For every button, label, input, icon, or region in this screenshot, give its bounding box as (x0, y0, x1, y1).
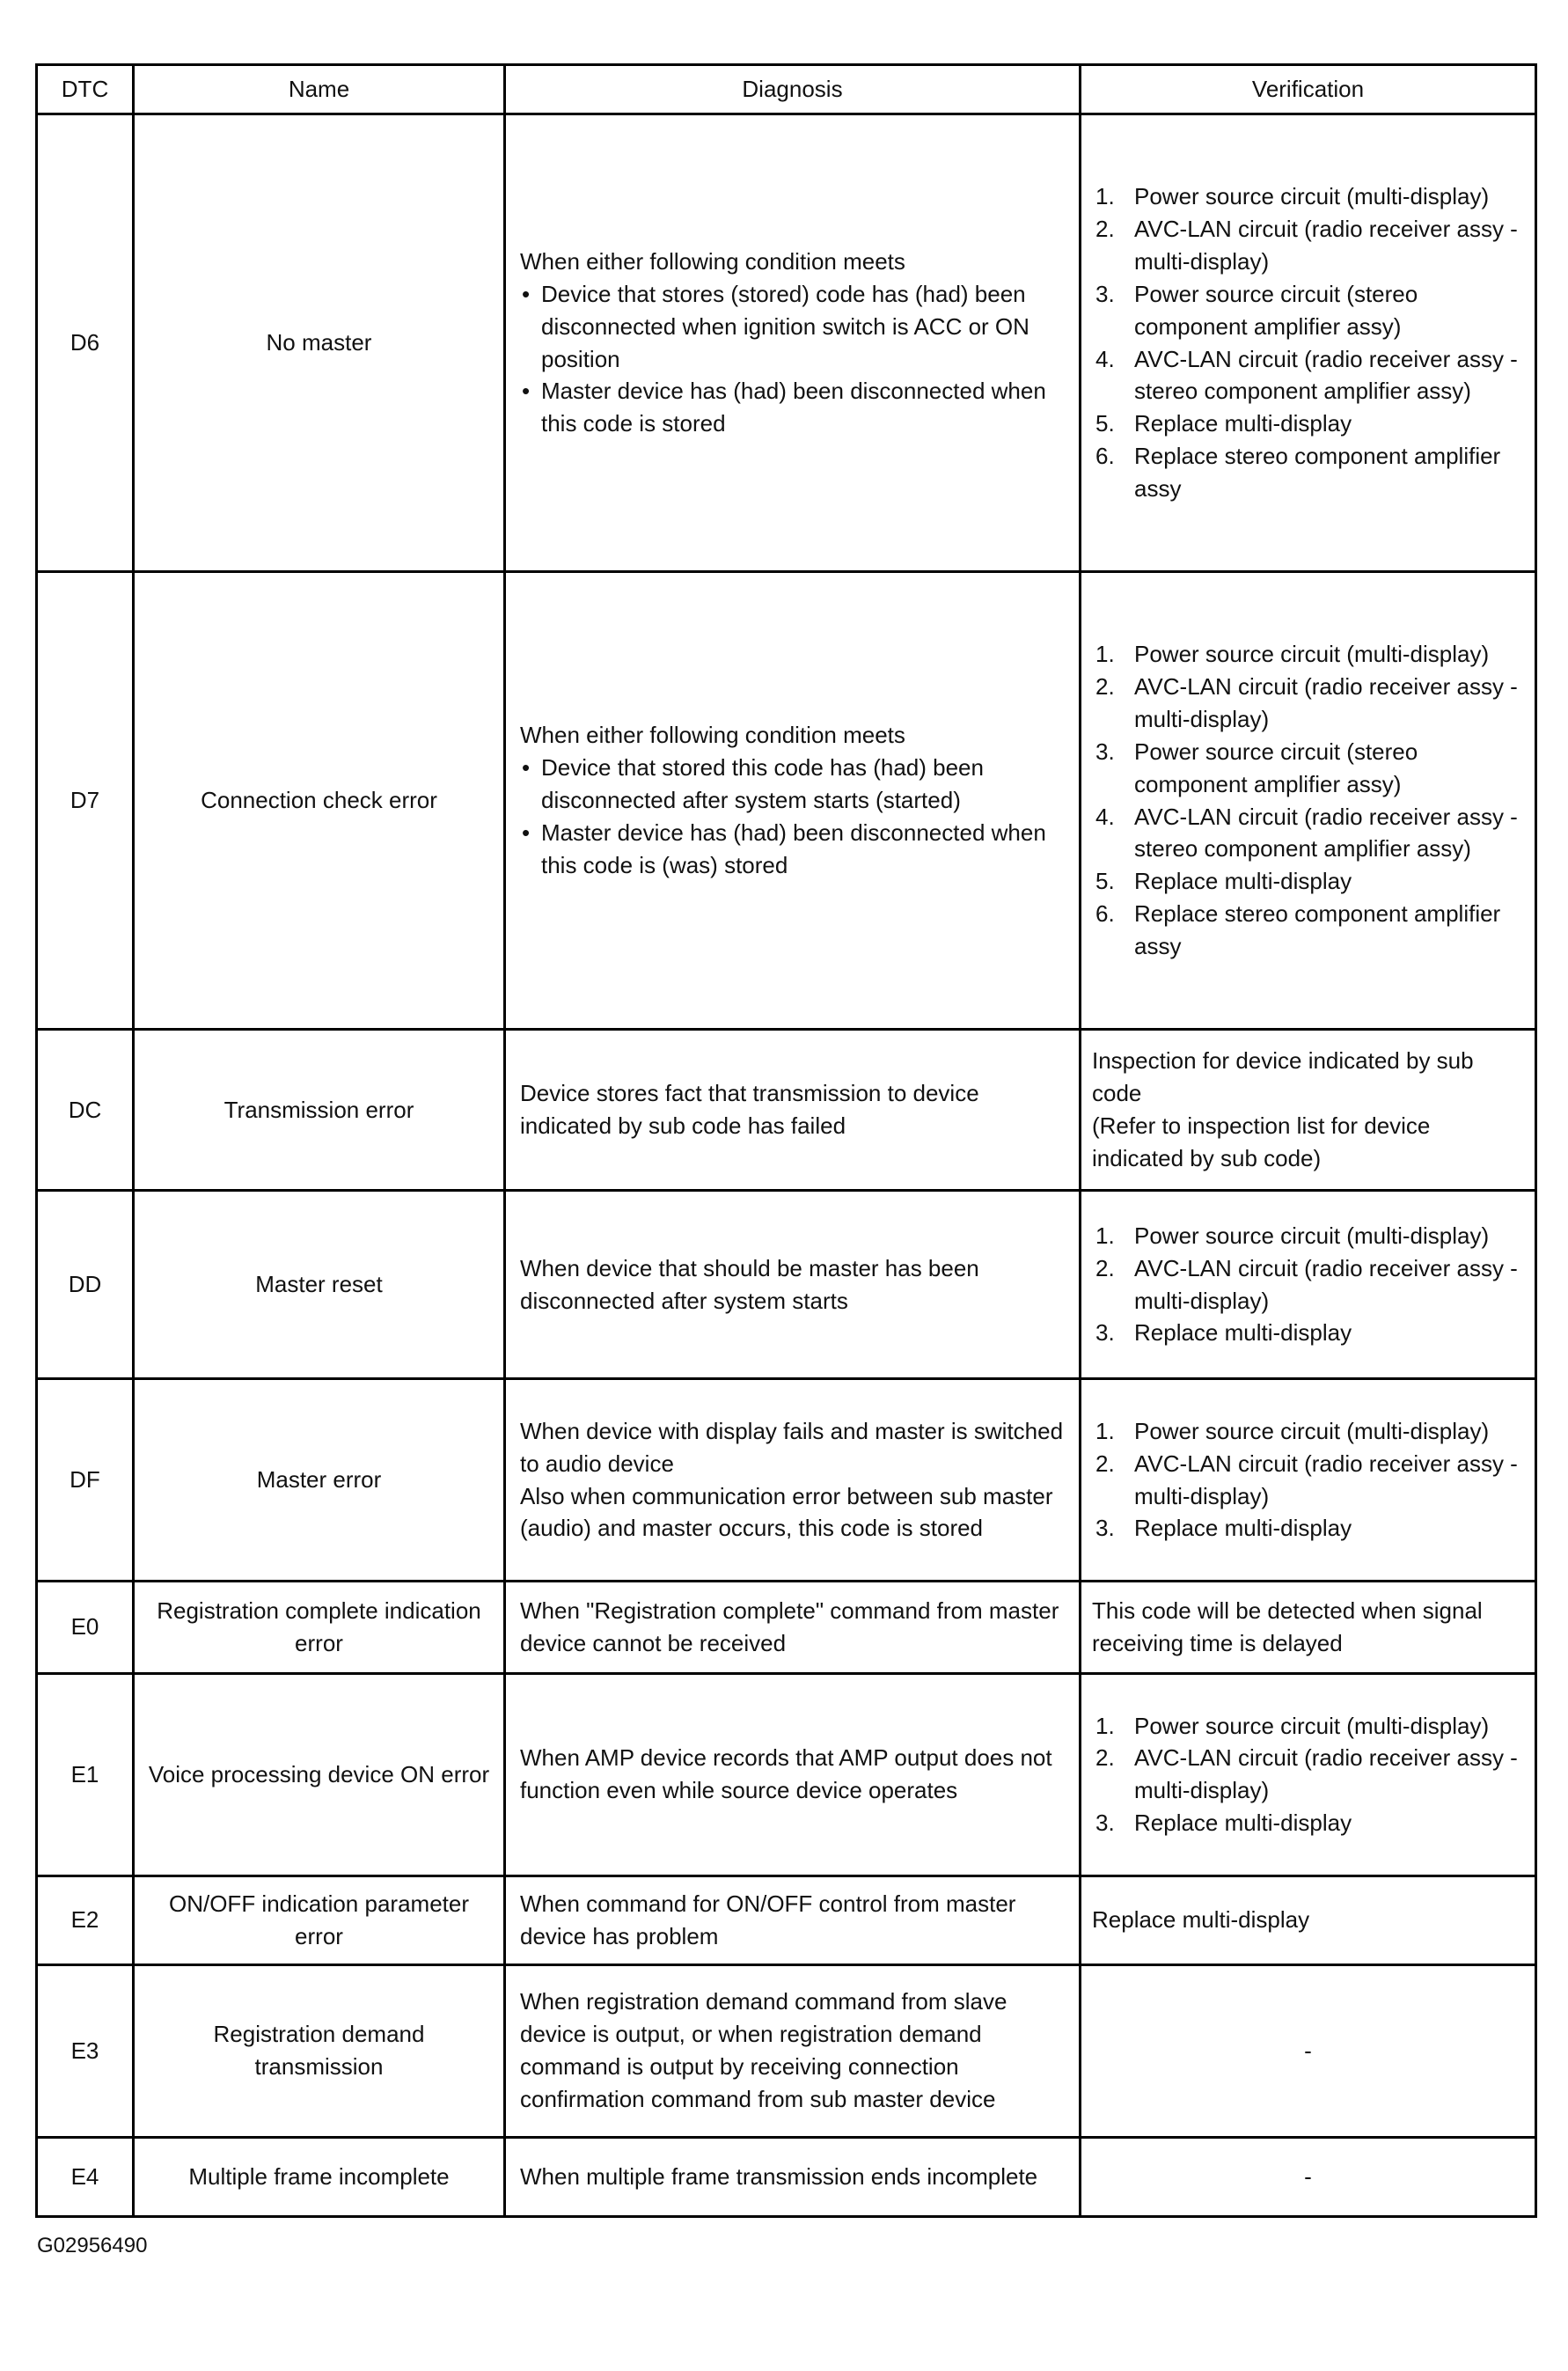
diagnosis-cell (505, 1964, 1081, 2137)
dtc-code: E2 (37, 1876, 134, 1964)
dtc-name: Voice processing device ON error (134, 1673, 505, 1876)
diagnosis-line: Device stores fact that transmission to device indicated by sub code has failed (520, 1080, 979, 1139)
verification-cell (1081, 572, 1536, 1030)
verification-cell (1081, 1191, 1536, 1379)
diagnosis-bullet: • Device that stores (stored) code has (had) been disconnected when ignition switch is ACC or ON position (520, 278, 1065, 376)
dtc-code: E0 (37, 1582, 134, 1674)
dtc-name: No master (134, 114, 505, 572)
verification-item: Power source circuit (multi-display) (1134, 1222, 1490, 1249)
diagnosis-cell (505, 1030, 1081, 1191)
diagnosis-bullet-list (520, 278, 1065, 441)
verification-item: Power source circuit (stereo component amplifier assy) (1134, 738, 1418, 797)
diagnosis-cell (505, 1673, 1081, 1876)
verification-item: Power source circuit (multi-display) (1134, 640, 1490, 667)
table-row-dd (37, 1191, 1536, 1379)
diagnosis-bullet: • Master device has (had) been disconnected when this code is (was) stored (520, 817, 1065, 882)
diagnosis-line: When device with display fails and master is switched to audio device (520, 1417, 1064, 1477)
verification-item: Replace multi-display (1134, 1319, 1352, 1347)
verification-text (1092, 2161, 1524, 2193)
verification-cell (1081, 1673, 1536, 1876)
verification-list (1092, 1415, 1524, 1545)
verification-item: Replace multi-display (1134, 410, 1352, 437)
diagnosis-cell (505, 2137, 1081, 2216)
verification-cell (1081, 2137, 1536, 2216)
verification-text (1092, 2035, 1524, 2067)
dtc-code: E1 (37, 1673, 134, 1876)
dtc-code: E4 (37, 2137, 134, 2216)
verification-text (1092, 1595, 1524, 1660)
dtc-name: ON/OFF indication parameter error (134, 1876, 505, 1964)
verification-cell (1081, 114, 1536, 572)
dtc-code: DF (37, 1379, 134, 1582)
verification-item: AVC-LAN circuit (radio receiver assy - multi-display) (1134, 672, 1518, 732)
dtc-name: Registration complete indication error (134, 1582, 505, 1674)
verification-list (1092, 1710, 1524, 1840)
verification-item: Replace multi-display (1134, 1515, 1352, 1542)
table-row-e3 (37, 1964, 1536, 2137)
verification-item: AVC-LAN circuit (radio receiver assy - multi-display) (1134, 1450, 1518, 1509)
verification-item: Replace stereo component amplifier assy (1134, 443, 1501, 503)
dtc-name: Registration demand transmission (134, 1964, 505, 2137)
header-dtc: DTC (37, 65, 134, 114)
diagnosis-text (520, 1742, 1065, 1807)
diagnosis-text (520, 1415, 1065, 1545)
verification-item: AVC-LAN circuit (radio receiver assy - stereo component amplifier assy) (1134, 345, 1518, 405)
diagnosis-text (520, 1595, 1065, 1660)
diagnosis-text (520, 1888, 1065, 1953)
verification-cell (1081, 1964, 1536, 2137)
header-name: Name (134, 65, 505, 114)
figure-id: G02956490 (37, 2233, 148, 2257)
table-row-df (37, 1379, 1536, 1582)
diagnosis-cell (505, 1876, 1081, 1964)
dtc-name: Master reset (134, 1191, 505, 1379)
verification-item: AVC-LAN circuit (radio receiver assy - stereo component amplifier assy) (1134, 803, 1518, 863)
diagnosis-text (520, 1077, 1065, 1142)
verification-list (1092, 638, 1524, 963)
diagnosis-line: When AMP device records that AMP output does not function even while source device operates (520, 1744, 1052, 1804)
verification-item: Power source circuit (multi-display) (1134, 182, 1490, 209)
diagnosis-cell (505, 1582, 1081, 1674)
diagnosis-cell (505, 1379, 1081, 1582)
verification-item: AVC-LAN circuit (radio receiver assy - multi-display) (1134, 1254, 1518, 1314)
diagnosis-bullet: • Master device has (had) been disconnected when this code is stored (520, 375, 1065, 440)
verification-item: Power source circuit (stereo component amplifier assy) (1134, 280, 1418, 340)
diagnosis-text (520, 1252, 1065, 1318)
dtc-table (35, 63, 1537, 2218)
diagnosis-line: Also when communication error between sub master (audio) and master occurs, this code is stored (520, 1482, 1053, 1542)
verification-item: Replace multi-display (1134, 868, 1352, 895)
verification-item: AVC-LAN circuit (radio receiver assy - multi-display) (1134, 215, 1518, 275)
verification-cell (1081, 1030, 1536, 1191)
verification-line: - (1304, 2162, 1312, 2190)
diagnosis-line: When command for ON/OFF control from master device has problem (520, 1890, 1016, 1949)
table-row-d7 (37, 572, 1536, 1030)
verification-line: - (1304, 2037, 1312, 2064)
dtc-code: E3 (37, 1964, 134, 2137)
verification-cell (1081, 1582, 1536, 1674)
dtc-code: D6 (37, 114, 134, 572)
diagnosis-line: When "Registration complete" command from master device cannot be received (520, 1597, 1059, 1656)
dtc-name: Connection check error (134, 572, 505, 1030)
verification-item: Power source circuit (multi-display) (1134, 1712, 1490, 1739)
diagnosis-cell (505, 572, 1081, 1030)
verification-text (1092, 1045, 1524, 1175)
table-row-e1 (37, 1673, 1536, 1876)
verification-line: Inspection for device indicated by sub code (1092, 1047, 1474, 1107)
table-row-dc (37, 1030, 1536, 1191)
verification-line: This code will be detected when signal receiving time is delayed (1092, 1597, 1483, 1656)
dtc-name: Multiple frame incomplete (134, 2137, 505, 2216)
table-row-e4 (37, 2137, 1536, 2216)
header-row (37, 65, 1536, 114)
verification-cell (1081, 1379, 1536, 1582)
table-row-d6 (37, 114, 1536, 572)
header-diagnosis: Diagnosis (505, 65, 1081, 114)
diagnosis-bullet-list (520, 752, 1065, 882)
diagnosis-intro: When either following condition meets (520, 722, 905, 749)
header-verification: Verification (1081, 65, 1536, 114)
verification-line: (Refer to inspection list for device indicated by sub code) (1092, 1112, 1431, 1171)
dtc-name: Transmission error (134, 1030, 505, 1191)
dtc-code: DD (37, 1191, 134, 1379)
table-row-e2 (37, 1876, 1536, 1964)
diagnosis-line: When registration demand command from slave device is output, or when registration demand command is output by receiving connection confirmation command from sub master device (520, 1988, 1007, 2113)
verification-list (1092, 1220, 1524, 1350)
verification-list (1092, 180, 1524, 505)
dtc-name: Master error (134, 1379, 505, 1582)
verification-item: Power source circuit (multi-display) (1134, 1417, 1490, 1444)
dtc-code: DC (37, 1030, 134, 1191)
diagnosis-cell (505, 1191, 1081, 1379)
verification-item: Replace multi-display (1134, 1809, 1352, 1837)
verification-text (1092, 1904, 1524, 1936)
diagnosis-intro: When either following condition meets (520, 247, 905, 275)
table-row-e0 (37, 1582, 1536, 1674)
verification-cell (1081, 1876, 1536, 1964)
verification-item: Replace stereo component amplifier assy (1134, 900, 1501, 960)
verification-line: Replace multi-display (1092, 1906, 1310, 1934)
diagnosis-line: When device that should be master has been disconnected after system starts (520, 1254, 979, 1314)
dtc-code: D7 (37, 572, 134, 1030)
diagnosis-text (520, 2161, 1065, 2193)
diagnosis-line: When multiple frame transmission ends incomplete (520, 2162, 1038, 2190)
diagnosis-cell (505, 114, 1081, 572)
diagnosis-bullet: • Device that stored this code has (had) been disconnected after system starts (started) (520, 752, 1065, 817)
verification-item: AVC-LAN circuit (radio receiver assy - multi-display) (1134, 1744, 1518, 1804)
diagnosis-text (520, 1986, 1065, 2116)
